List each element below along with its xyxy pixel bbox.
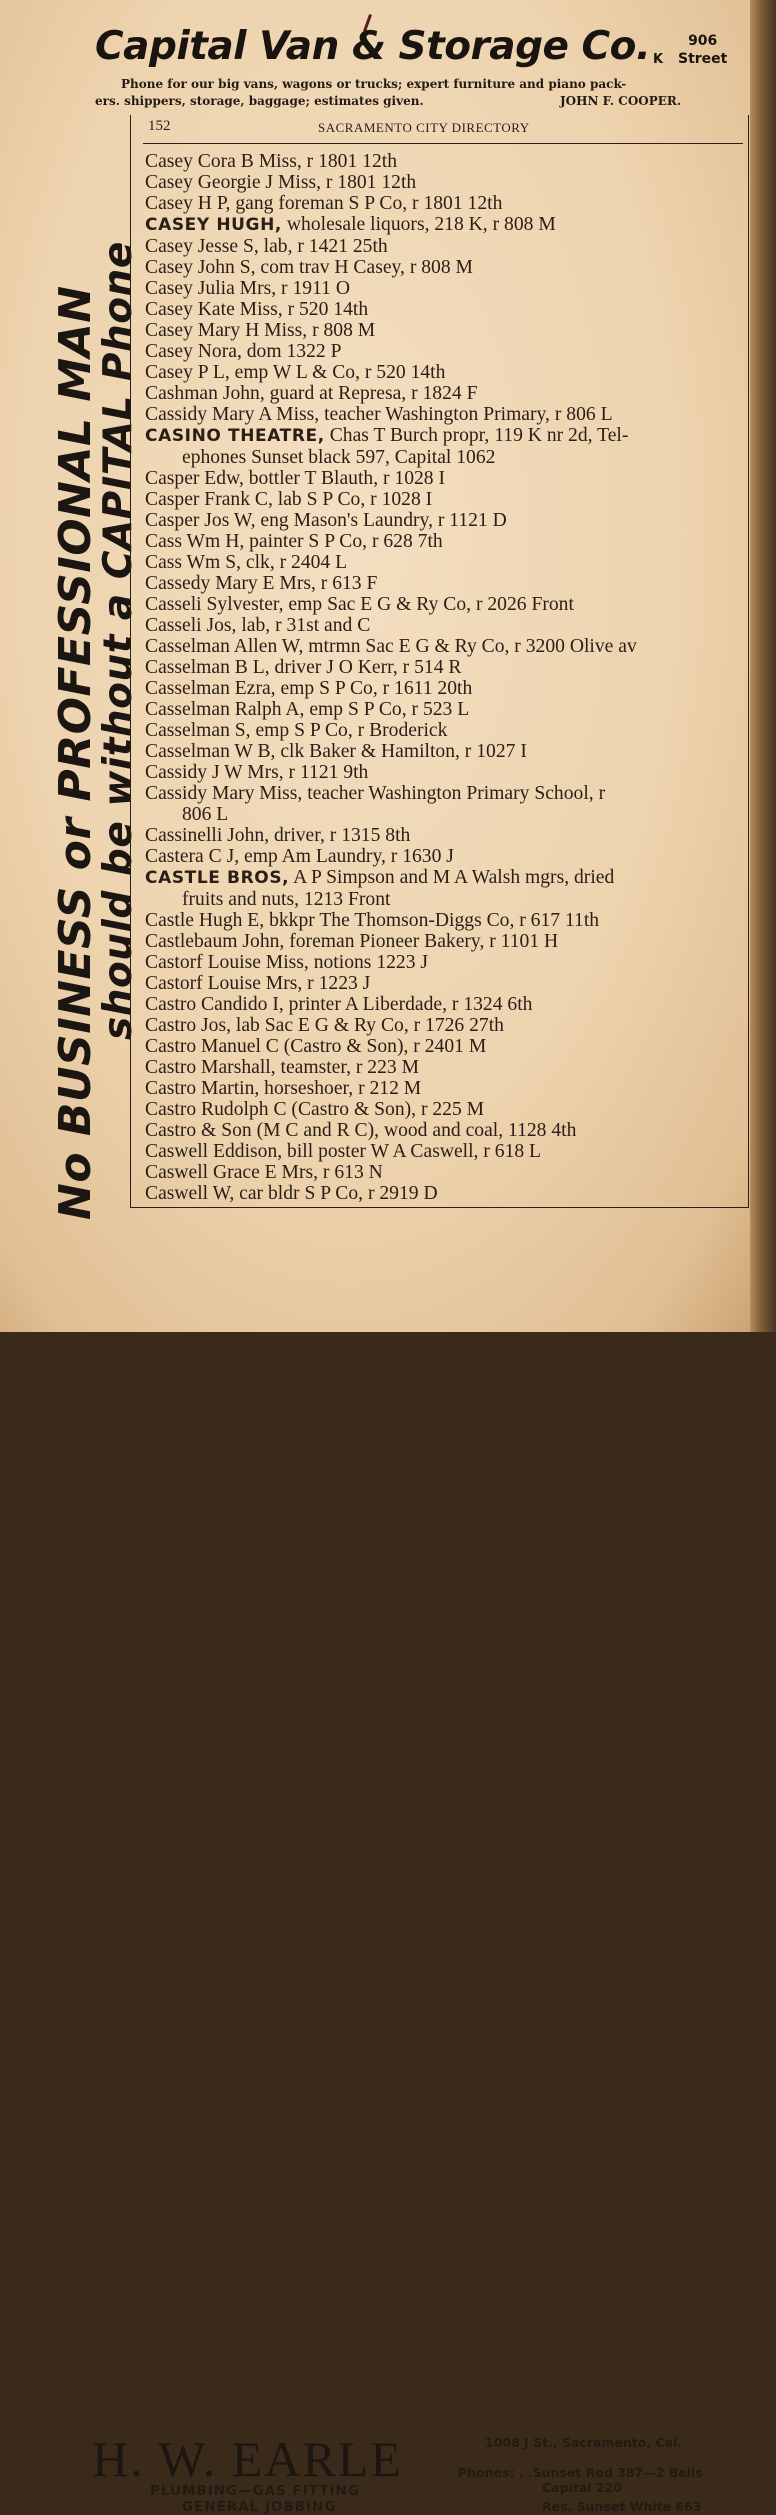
- directory-entry: [140, 825, 745, 846]
- header-line-1: Phone for our big vans, wagons or trucks; expert furniture and piano pack-: [121, 77, 627, 91]
- entry-text: Castorf Louise Miss, notions 1223 J: [145, 952, 429, 973]
- address-k: K: [653, 52, 664, 67]
- directory-entry: [140, 783, 745, 804]
- directory-entry: [140, 172, 745, 193]
- entry-text: Cassidy Mary Miss, teacher Washington Primary School, r: [145, 783, 606, 804]
- directory-entry: [140, 341, 745, 362]
- directory-entry-continuation: [140, 804, 745, 825]
- entry-text: Casey H P, gang foreman S P Co, r 1801 12th: [145, 193, 503, 214]
- entry-text: Castro & Son (M C and R C), wood and coal, 1128 4th: [145, 1120, 577, 1141]
- sidebar-line-1: No BUSINESS or PROFESSIONAL MAN: [50, 285, 101, 1220]
- directory-entry: [140, 615, 745, 636]
- entry-business-name: CASTLE BROS,: [145, 868, 290, 888]
- directory-entry: [140, 1141, 745, 1162]
- footer-address: 1008 J St., Sacramento, Cal.: [485, 2435, 683, 2450]
- entry-text: Cassedy Mary E Mrs, r 613 F: [145, 573, 378, 594]
- directory-entry: [140, 994, 745, 1015]
- entry-text: wholesale liquors, 218 K, r 808 M: [282, 214, 556, 235]
- entry-text: Caswell Grace E Mrs, r 613 N: [145, 1162, 383, 1183]
- directory-entry: [140, 1057, 745, 1078]
- footer-capital-phone: Capital 220: [542, 2480, 622, 2495]
- directory-entry: [140, 846, 745, 867]
- directory-entry: [140, 1162, 745, 1183]
- directory-entry: [140, 362, 745, 383]
- directory-entry: [140, 1036, 745, 1057]
- directory-entry: [140, 741, 745, 762]
- entry-text: Cass Wm S, clk, r 2404 L: [145, 552, 348, 573]
- entry-text: Castro Manuel C (Castro & Son), r 2401 M: [145, 1036, 487, 1057]
- directory-entry-continuation: [140, 889, 745, 910]
- page-edge: [750, 0, 776, 1332]
- entry-text: Casey Mary H Miss, r 808 M: [145, 320, 376, 341]
- directory-entry: [140, 278, 745, 299]
- directory-entry: [140, 510, 745, 531]
- directory-entry-continuation: [140, 447, 745, 468]
- directory-entry: [140, 1183, 745, 1204]
- sidebar-line-2: should be without a CAPITAL Phone: [96, 241, 141, 1040]
- directory-entry: [140, 952, 745, 973]
- entry-text: Caswell Eddison, bill poster W A Caswell, r 618 L: [145, 1141, 542, 1162]
- entry-text: Casey Nora, dom 1322 P: [145, 341, 342, 362]
- footer-phones: Phones: . .Sunset Red 387—2 Bells: [458, 2465, 703, 2480]
- directory-entry: [140, 657, 745, 678]
- entry-text: Casey Julia Mrs, r 1911 O: [145, 278, 350, 299]
- entry-text: Casselman Ralph A, emp S P Co, r 523 L: [145, 699, 470, 720]
- directory-entry: [140, 973, 745, 994]
- page-number: 152: [148, 118, 171, 134]
- page-title: SACRAMENTO CITY DIRECTORY: [318, 120, 530, 135]
- directory-entry: [140, 193, 745, 214]
- entry-text: Casey Jesse S, lab, r 1421 25th: [145, 236, 388, 257]
- directory-entry: [140, 531, 745, 552]
- entry-text: Casey Kate Miss, r 520 14th: [145, 299, 369, 320]
- directory-entry: [140, 867, 745, 889]
- entry-text: 806 L: [182, 804, 229, 825]
- entry-text: Castro Marshall, teamster, r 223 M: [145, 1057, 420, 1078]
- entry-business-name: CASINO THEATRE,: [145, 426, 325, 446]
- entry-text: Casselman S, emp S P Co, r Broderick: [145, 720, 448, 741]
- directory-entry: [140, 257, 745, 278]
- entry-text: Castera C J, emp Am Laundry, r 1630 J: [145, 846, 454, 867]
- directory-entry: [140, 699, 745, 720]
- directory-entry: [140, 931, 745, 952]
- entry-text: fruits and nuts, 1213 Front: [182, 889, 391, 910]
- entry-text: Castlebaum John, foreman Pioneer Bakery, r 1101 H: [145, 931, 559, 952]
- footer-residence-phone: Res. Sunset White 663: [542, 2499, 702, 2514]
- entry-text: Castro Rudolph C (Castro & Son), r 225 M: [145, 1099, 485, 1120]
- entry-text: Cassidy J W Mrs, r 1121 9th: [145, 762, 369, 783]
- address-number: 906: [688, 33, 718, 49]
- directory-entry: [140, 320, 745, 341]
- directory-listing: [140, 151, 745, 1204]
- entry-text: Casseli Sylvester, emp Sac E G & Ry Co, r 2026 Front: [145, 594, 574, 615]
- entry-text: Cashman John, guard at Represa, r 1824 F: [145, 383, 478, 404]
- directory-entry: [140, 910, 745, 931]
- directory-entry: [140, 594, 745, 615]
- header-rule: [143, 143, 743, 144]
- directory-entry: [140, 573, 745, 594]
- entry-text: ephones Sunset black 597, Capital 1062: [182, 447, 496, 468]
- directory-entry: [140, 214, 745, 236]
- entry-text: Casey John S, com trav H Casey, r 808 M: [145, 257, 473, 278]
- entry-text: Casper Edw, bottler T Blauth, r 1028 I: [145, 468, 446, 489]
- directory-entry: [140, 678, 745, 699]
- entry-text: Casselman W B, clk Baker & Hamilton, r 1027 I: [145, 741, 527, 762]
- entry-text: Casey Cora B Miss, r 1801 12th: [145, 151, 397, 172]
- directory-entry: [140, 425, 745, 447]
- directory-entry: [140, 636, 745, 657]
- entry-text: Casselman Ezra, emp S P Co, r 1611 20th: [145, 678, 473, 699]
- directory-entry: [140, 236, 745, 257]
- footer-service-1: PLUMBING—GAS FITTING: [150, 2483, 360, 2499]
- directory-entry: [140, 1099, 745, 1120]
- entry-text: Casey P L, emp W L & Co, r 520 14th: [145, 362, 446, 383]
- entry-text: Cassidy Mary A Miss, teacher Washington Primary, r 806 L: [145, 404, 613, 425]
- header-line-2: ers. shippers, storage, baggage; estimates given.: [95, 94, 424, 108]
- entry-text: Cass Wm H, painter S P Co, r 628 7th: [145, 531, 443, 552]
- entry-text: Castorf Louise Mrs, r 1223 J: [145, 973, 371, 994]
- company-name: Capital Van & Storage Co.: [95, 24, 651, 69]
- directory-entry: [140, 468, 745, 489]
- entry-text: A P Simpson and M A Walsh mgrs, dried: [289, 867, 615, 888]
- entry-text: Castle Hugh E, bkkpr The Thomson-Diggs Co, r 617 11th: [145, 910, 600, 931]
- entry-text: Casper Frank C, lab S P Co, r 1028 I: [145, 489, 433, 510]
- sidebar-advertisement: [50, 130, 140, 1220]
- entry-text: Castro Jos, lab Sac E G & Ry Co, r 1726 27th: [145, 1015, 504, 1036]
- directory-entry: [140, 762, 745, 783]
- footer-advertisement: [0, 1212, 776, 2515]
- entry-text: Casseli Jos, lab, r 31st and C: [145, 615, 371, 636]
- footer-business-name: H. W. EARLE: [92, 2431, 403, 2487]
- directory-entry: [140, 489, 745, 510]
- entry-text: Casselman B L, driver J O Kerr, r 514 R: [145, 657, 462, 678]
- directory-entry: [140, 383, 745, 404]
- company-address: [653, 32, 728, 68]
- directory-entry: [140, 404, 745, 425]
- entry-text: Caswell W, car bldr S P Co, r 2919 D: [145, 1183, 438, 1204]
- directory-entry: [140, 552, 745, 573]
- entry-text: Castro Martin, horseshoer, r 212 M: [145, 1078, 422, 1099]
- header-proprietor: JOHN F. COOPER.: [560, 94, 682, 108]
- entry-text: Casselman Allen W, mtrmn Sac E G & Ry Co, r 3200 Olive av: [145, 636, 637, 657]
- directory-entry: [140, 1078, 745, 1099]
- entry-business-name: CASEY HUGH,: [145, 215, 282, 235]
- entry-text: Casey Georgie J Miss, r 1801 12th: [145, 172, 417, 193]
- entry-text: Cassinelli John, driver, r 1315 8th: [145, 825, 411, 846]
- entry-text: Casper Jos W, eng Mason's Laundry, r 1121 D: [145, 510, 507, 531]
- entry-text: Chas T Burch propr, 119 K nr 2d, Tel-: [324, 425, 629, 446]
- entry-text: Castro Candido I, printer A Liberdade, r 1324 6th: [145, 994, 533, 1015]
- directory-entry: [140, 720, 745, 741]
- directory-entry: [140, 299, 745, 320]
- address-street: Street: [678, 51, 728, 67]
- directory-entry: [140, 151, 745, 172]
- directory-entry: [140, 1015, 745, 1036]
- directory-entry: [140, 1120, 745, 1141]
- footer-service-2: GENERAL JOBBING: [182, 2499, 337, 2515]
